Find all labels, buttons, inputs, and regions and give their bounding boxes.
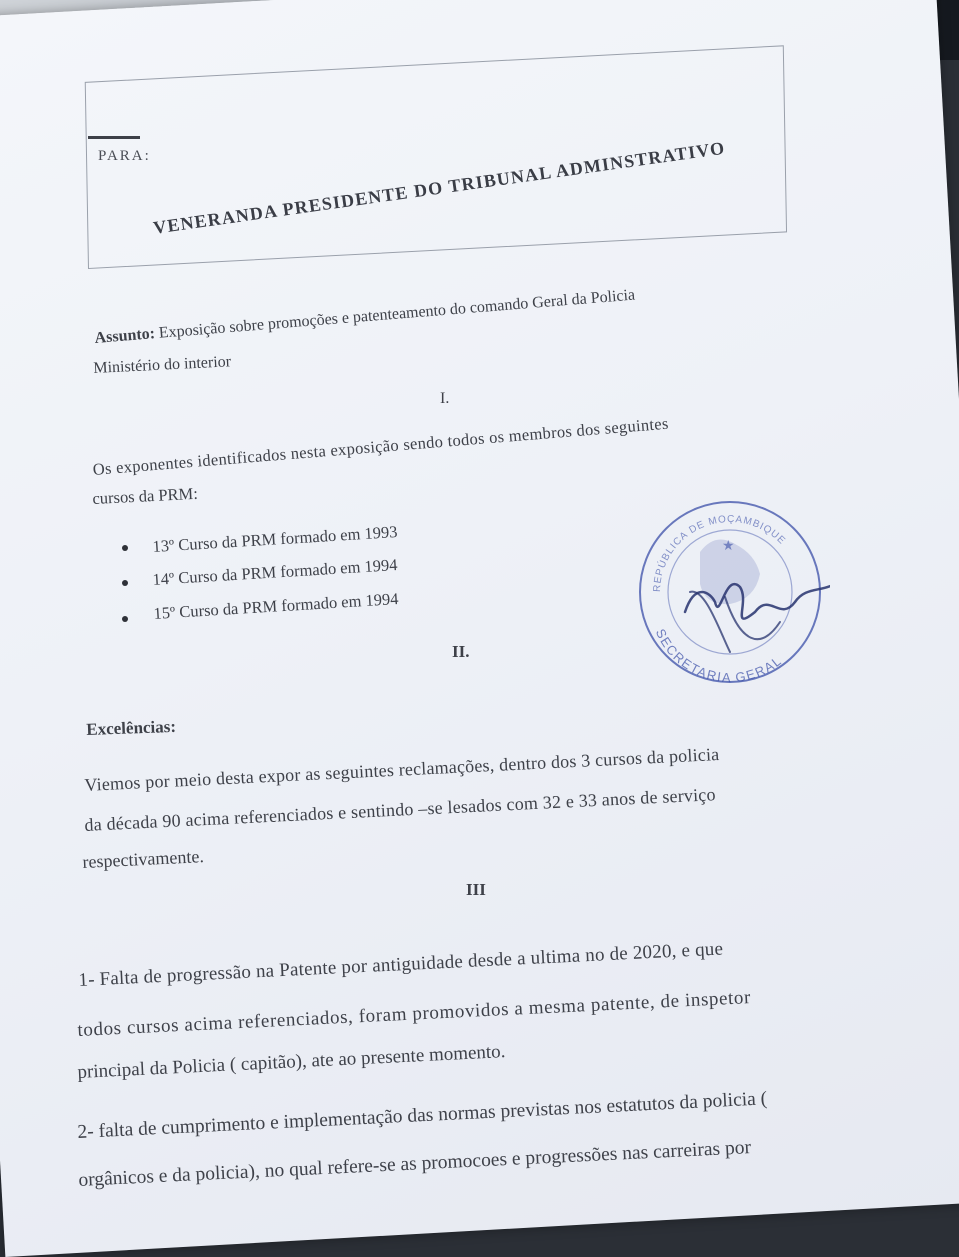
body-line-3: respectivamente. <box>82 846 205 872</box>
stamp-text-bottom: SECRETARIA GERAL <box>652 626 785 686</box>
subject-line-2: Ministério do interior <box>93 353 232 377</box>
body-line-1: Viemos por meio desta expor as seguintes reclamações, dentro dos 3 cursos da policia <box>84 743 720 795</box>
intro-line-2: cursos da PRM: <box>92 483 199 508</box>
addressee-title: VENERANDA PRESIDENTE DO TRIBUNAL ADMINSTRATIVO <box>152 137 727 238</box>
bullet-3 <box>122 616 128 622</box>
section-2-heading: II. <box>452 642 470 661</box>
to-label: PARA: <box>98 148 151 164</box>
item-2-line-2: orgânicos e da policia), no qual refere-se as promocoes e progressões nas carreiras por <box>78 1137 752 1191</box>
course-item-3: 15º Curso da PRM formado em 1994 <box>153 589 399 623</box>
subject-line-1 <box>94 287 636 348</box>
stamp-text-top: REPÚBLICA DE MOÇAMBIQUE <box>651 513 788 593</box>
bullet-1 <box>122 545 128 551</box>
bullet-2 <box>122 580 128 586</box>
subject-label: Assunto: <box>94 325 156 347</box>
item-1-line-3: principal da Policia ( capitão), ate ao presente momento. <box>77 1041 506 1083</box>
course-item-2: 14º Curso da PRM formado em 1994 <box>152 555 398 589</box>
official-stamp <box>630 492 830 692</box>
salutation: Excelências: <box>86 716 177 739</box>
item-1-line-2: todos cursos acima referenciados, foram promovidos a mesma patente, de inspetor <box>77 987 752 1041</box>
header-rule <box>88 136 140 139</box>
body-line-2: da década 90 acima referenciados e sentindo –se lesados com 32 e 33 anos de serviço <box>84 784 717 835</box>
course-item-1: 13º Curso da PRM formado em 1993 <box>152 522 398 556</box>
section-3-heading: III <box>466 880 486 899</box>
subject-text: Exposição sobre promoções e patenteamento do comando Geral da Policia <box>158 286 636 342</box>
intro-line-1: Os exponentes identificados nesta exposição sendo todos os membros dos seguintes <box>92 413 670 479</box>
section-1-heading: I. <box>440 390 450 407</box>
item-1-line-1: 1- Falta de progressão na Patente por antiguidade desde a ultima no de 2020, e que <box>78 938 724 991</box>
item-2-line-1: 2- falta de cumprimento e implementação das normas previstas nos estatutos da policia ( <box>77 1088 768 1143</box>
star-icon: ★ <box>722 539 735 554</box>
